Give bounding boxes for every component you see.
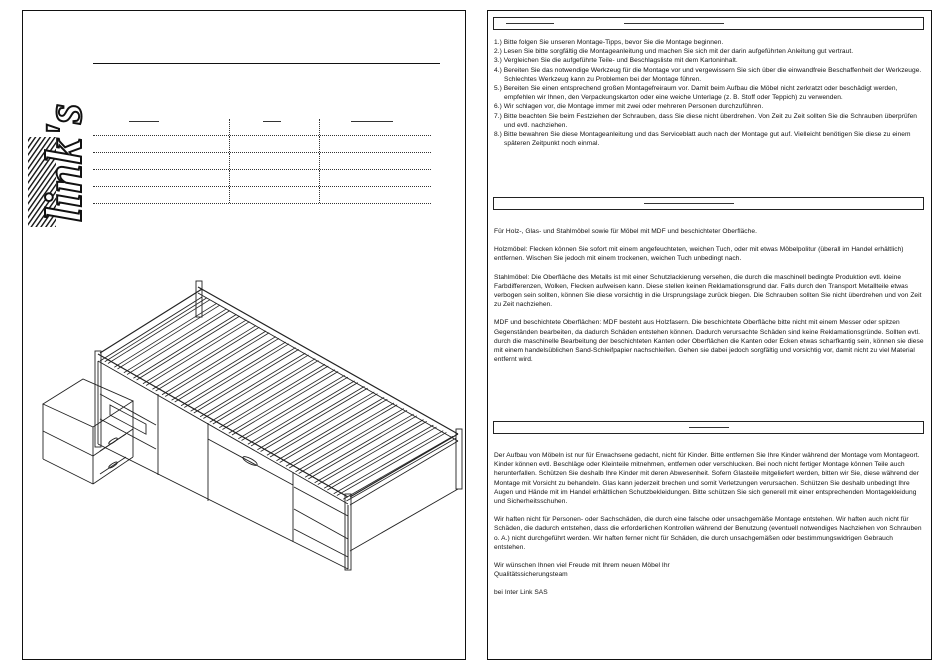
table-row xyxy=(93,136,431,153)
bed-slat xyxy=(152,325,256,389)
tip-item: 5.) Bereiten Sie einen entsprechend großen Montagefreiraum vor. Damit beim Aufbau die Möbel nicht zerkratzt oder beschädigt werden, empfehlen wir Ihnen, den Verpackungskarton oder eine weiche Unterlage (z. B. Stoff oder Teppich) zu verwenden. xyxy=(494,85,898,102)
bed-slat xyxy=(124,309,227,373)
tip-item: 2.) Lesen Sie bitte sorgfältig die Montageanleitung und machen Sie sich mit der darin aufgeführten Anleitung gut vertraut. xyxy=(494,48,854,56)
column-divider xyxy=(319,119,320,135)
header-line xyxy=(624,23,724,24)
bed-slat xyxy=(105,298,207,362)
column-divider xyxy=(319,136,320,152)
column-divider xyxy=(229,136,230,152)
bed-slat xyxy=(114,303,216,367)
column-divider xyxy=(229,170,230,186)
header-dash xyxy=(263,121,281,122)
logo-wordmark: link's xyxy=(36,103,93,222)
bed-slat xyxy=(156,327,260,391)
brand-logo xyxy=(26,17,93,232)
tip-item: 3.) Vergleichen Sie die aufgeführte Teile- und Beschlagsliste mit dem Kartoninhalt. xyxy=(494,57,738,65)
bed-slat xyxy=(133,314,236,378)
title-rule xyxy=(93,63,440,64)
column-divider xyxy=(319,187,320,203)
closing-line: Wir wünschen Ihnen viel Freude mit Ihrem neuen Möbel Ihr Qualitätssicherungsteam xyxy=(494,562,670,579)
bed-slat xyxy=(143,320,246,384)
header-line xyxy=(644,203,734,204)
tip-item: 4.) Bereiten Sie das notwendige Werkzeug für die Montage vor und vergewissern Sie sich über die einwandfreie Beschaffenheit der Werkzeuge. Schlechtes Werkzeug kann zu Problemen bei der Montage führen. xyxy=(494,66,922,83)
section-header-safety xyxy=(493,421,924,434)
table-row xyxy=(93,170,431,187)
column-divider xyxy=(229,119,230,135)
header-dash xyxy=(129,121,159,122)
tip-item: 7.) Bitte beachten Sie beim Festziehen der Schrauben, dass Sie diese nicht überdrehen. Von Zeit zu Zeit sollten Sie die Schrauben überprüfen und evtl. nachziehen. xyxy=(494,112,918,129)
bed-slat xyxy=(146,322,249,386)
tip-item: 1.) Bitte folgen Sie unseren Montage-Tipps, bevor Sie die Montage beginnen. xyxy=(494,39,724,46)
bed-slat xyxy=(127,311,230,375)
column-divider xyxy=(229,153,230,169)
company-line: bei Inter Link SAS xyxy=(494,589,548,597)
care-paragraph: Für Holz-, Glas- und Stahlmöbel sowie für Möbel mit MDF und beschichteter Oberfläche. xyxy=(494,228,757,235)
bed-slat xyxy=(162,331,266,395)
care-paragraph: MDF und beschichtete Oberflächen: MDF besteht aus Holzfasern. Die beschichtete Oberfläche bitte nicht mit einem Messer oder spitzen Gegenständen bearbeiten, da dadurch Schäden entstehen können. Dadurch verursachte Schäden sind keine Reklamationsgründe. Sollten evtl. durch die maschinelle Bearbeitung der beschichteten Kanten oder Oberflächen die Kanten oder Ecken etwas scharfkantig sein, können sie diese mit einem handelsüblichen Sand-Schleifpapier nachschleifen. Gehen sie dabei jedoch sorgfältig und vorsichtig vor, damit nicht zu viel Material entfernt wird. xyxy=(494,319,924,364)
assembly-tips xyxy=(494,38,924,148)
tip-item: 8.) Bitte bewahren Sie diese Montageanleitung und das Serviceblatt auch nach der Montage gut auf. Vielleicht benötigen Sie diese zu einem späteren Zeitpunkt noch einmal. xyxy=(494,131,911,148)
table-row xyxy=(93,187,431,204)
column-divider xyxy=(319,153,320,169)
bed-slat xyxy=(181,342,286,406)
table-header-row xyxy=(93,119,431,136)
column-divider xyxy=(319,170,320,186)
bed-illustration xyxy=(38,269,458,569)
tip-item: 6.) Wir schlagen vor, die Montage immer mit zwei oder mehreren Personen durchzuführen. xyxy=(494,103,764,111)
bed-slat xyxy=(165,333,269,397)
bed-slat xyxy=(137,316,240,380)
bed-slat xyxy=(172,337,276,401)
section-header-tips xyxy=(493,17,924,30)
bed-slat xyxy=(118,305,220,369)
header-dash xyxy=(351,121,393,122)
bed-slat xyxy=(175,338,279,402)
header-line xyxy=(689,427,729,428)
instructions-panel xyxy=(487,10,932,660)
section-header-care xyxy=(493,197,924,210)
care-paragraph: Stahlmöbel: Die Oberfläche des Metalls ist mit einer Schutzlackierung versehen, die durch die maschinell bedingte Produktion evtl. kleine Farbdifferenzen, Wolken, Flecken aufweisen kann. Diese stellen keinen Reklamationsgrund dar. Falls durch den Transport Metallteile etwas verbogen sein sollten, können Sie diese vorsichtig in die Ursprungslage zurück biegen. Die Schrauben sollten Sie nicht überdrehen und von Zeit zu Zeit nachziehen. xyxy=(494,273,922,309)
safety-paragraph: Der Aufbau von Möbeln ist nur für Erwachsene gedacht, nicht für Kinder. Bitte entfernen Sie Ihre Kinder während der Montage vom Montageort. Kinder können evtl. Beschläge oder Kleinteile mitnehmen, entfernen oder verschlucken. Bei noch nicht fertiger Montage können Teile auch herunterfallen. Schützen Sie deshalb Ihre Kinder mit deren Abwesenheit. Sofern Glasteile mitgeliefert werden, bitten wir Sie, diese während der Montage mit Vorsicht zu behandeln. Glas kann jederzeit brechen und somit Verletzungen verursachen. Schützen Sie deshalb unbedingt Ihre Augen und Hände mit im Handel erhältlichen Schutzbekleidungen. Bitte schützen Sie sich generell mit einer entsprechenden Montagekleidung und Sicherheitsschuhen. xyxy=(494,452,920,506)
bed-slat xyxy=(108,300,210,364)
header-line xyxy=(506,23,554,24)
cover-panel xyxy=(22,10,466,660)
care-instructions xyxy=(494,227,924,364)
parts-table xyxy=(93,119,431,204)
bed-slat xyxy=(184,344,289,408)
table-row xyxy=(93,153,431,170)
safety-notes xyxy=(494,451,924,598)
care-paragraph: Holzmöbel: Flecken können Sie sofort mit einem angefeuchteten, weichen Tuch, oder mit etwas Möbelpolitur (überall im Handel erhältlich) entfernen. Wischen Sie jedoch mit einem trockenen, weichen Tuch unbedingt nach. xyxy=(494,246,904,263)
column-divider xyxy=(229,187,230,203)
safety-paragraph: Wir haften nicht für Personen- oder Sachschäden, die durch eine falsche oder unsachgemäße Montage entstehen. Wir haften auch nicht für Schäden, die dadurch entstehen, dass die erforderlichen Kontrollen während der Benutzung (eventuell notwendiges Nachziehen von Schrauben o. A.) nicht durchgeführt werden. Wir haften ferner nicht für Schäden, die durch unsachgemäßen oder bestimmungswidrigen Gebrauch entstehen. xyxy=(494,516,922,551)
